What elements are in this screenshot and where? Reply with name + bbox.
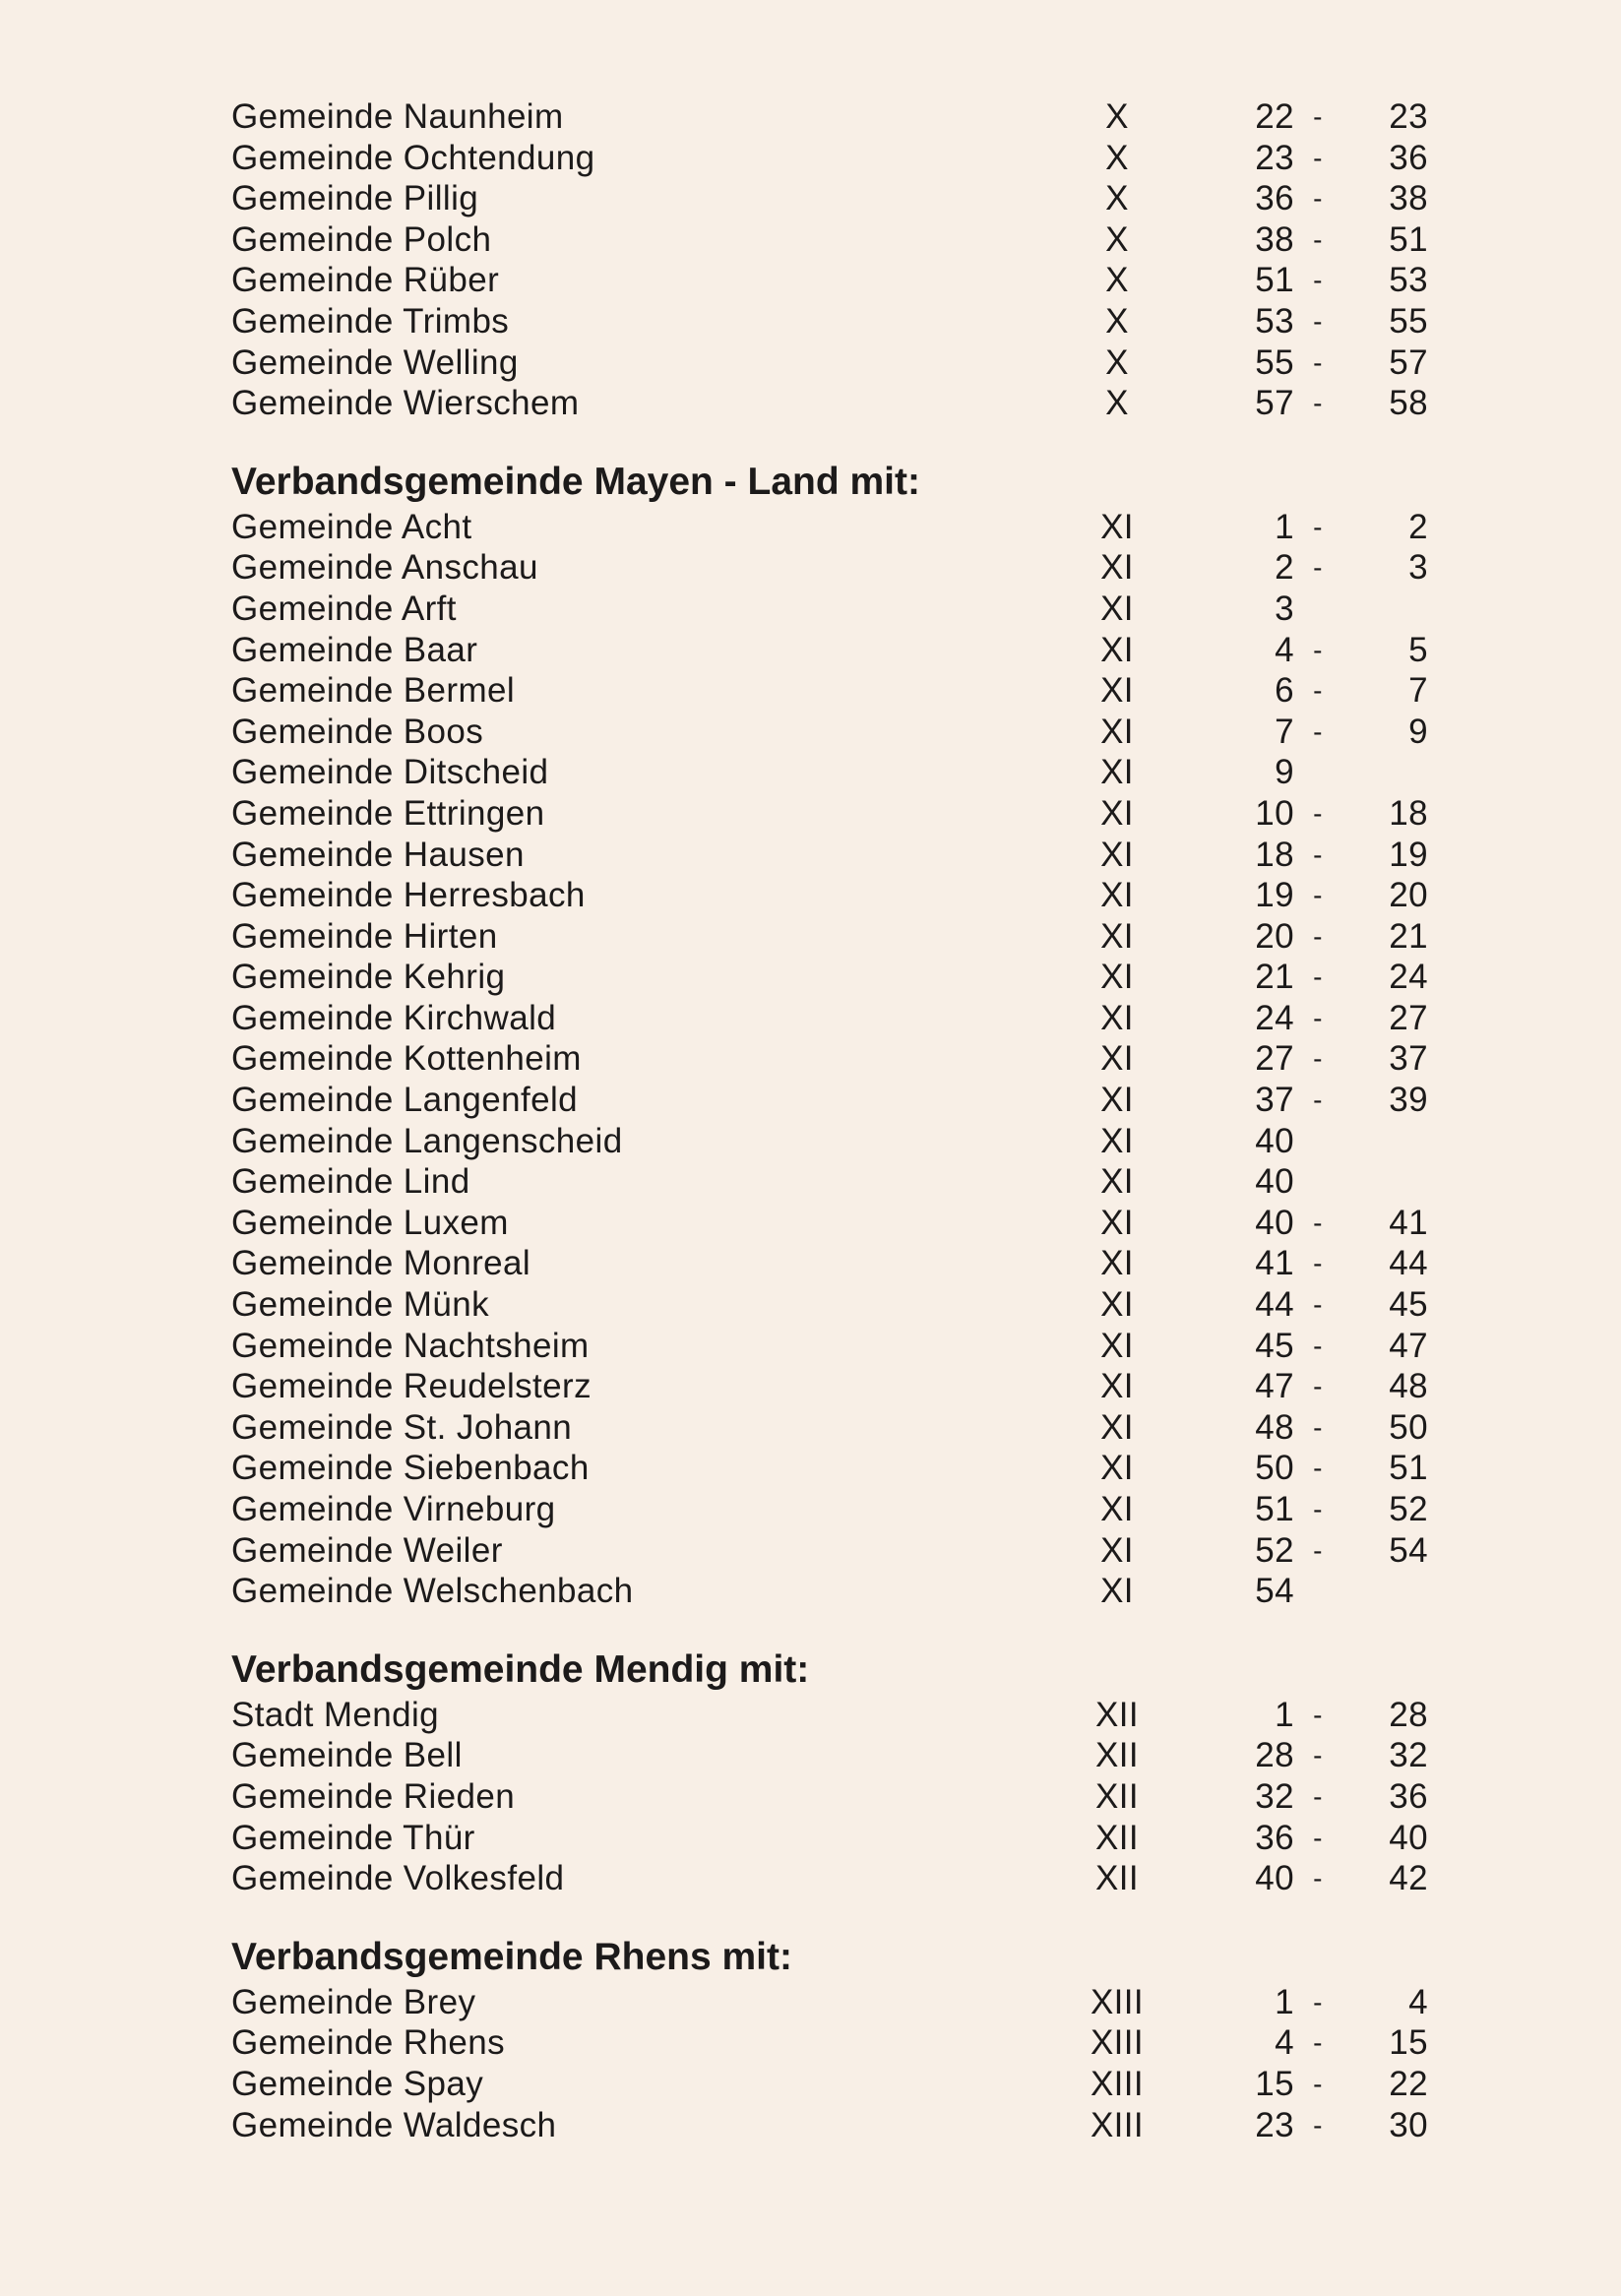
volume-number: XII	[1095, 1776, 1139, 1816]
range-dash: -	[1313, 634, 1323, 665]
page-from: 4	[1275, 2023, 1294, 2063]
list-item	[231, 1571, 1442, 1612]
volume-number: XI	[1100, 1449, 1134, 1488]
range-dash: -	[1313, 1494, 1323, 1524]
volume-number: X	[1105, 301, 1129, 341]
municipality-name: Gemeinde Anschau	[231, 548, 538, 588]
list-item	[231, 1161, 1442, 1203]
volume-number: XI	[1100, 835, 1134, 874]
page-from: 38	[1255, 219, 1294, 259]
volume-number: XI	[1100, 671, 1134, 711]
municipality-name: Gemeinde Weiler	[231, 1530, 503, 1570]
volume-number: X	[1105, 138, 1129, 177]
volume-number: XI	[1100, 712, 1134, 751]
page-to: 18	[1389, 793, 1428, 833]
list-item	[231, 1818, 1442, 1859]
section	[231, 1933, 1442, 2145]
page-to: 40	[1389, 1818, 1428, 1857]
volume-number: XI	[1100, 1367, 1134, 1406]
range-dash: -	[1313, 1863, 1323, 1894]
volume-number: X	[1105, 342, 1129, 382]
range-dash: -	[1313, 388, 1323, 419]
municipality-name: Gemeinde Bermel	[231, 671, 516, 711]
municipality-name: Gemeinde Hausen	[231, 835, 525, 874]
municipality-name: Gemeinde Arft	[231, 589, 457, 628]
volume-number: X	[1105, 179, 1129, 218]
volume-number: XI	[1100, 876, 1134, 915]
range-dash: -	[1313, 1780, 1323, 1812]
municipality-name: Gemeinde Acht	[231, 507, 472, 546]
page-from: 48	[1255, 1407, 1294, 1447]
list-item	[231, 835, 1442, 876]
municipality-name: Gemeinde Kottenheim	[231, 1039, 582, 1079]
list-item	[231, 752, 1442, 793]
volume-number: XI	[1100, 1244, 1134, 1283]
page-to: 41	[1389, 1203, 1428, 1242]
section-title: Verbandsgemeinde Mayen - Land mit:	[231, 460, 920, 503]
municipality-name: Gemeinde Bell	[231, 1736, 463, 1775]
municipality-name: Gemeinde Brey	[231, 1982, 476, 2021]
section	[231, 458, 1442, 1612]
list-item	[231, 301, 1442, 342]
volume-number: XI	[1100, 1530, 1134, 1570]
range-dash: -	[1313, 797, 1323, 829]
municipality-name: Stadt Mendig	[231, 1695, 440, 1734]
page-to: 36	[1389, 138, 1428, 177]
volume-number: XIII	[1090, 2023, 1145, 2063]
page-from: 40	[1255, 1162, 1294, 1202]
range-dash: -	[1313, 1085, 1323, 1116]
volume-number: XI	[1100, 548, 1134, 588]
volume-number: XI	[1100, 998, 1134, 1037]
page-to: 19	[1389, 835, 1428, 874]
page-to: 42	[1389, 1859, 1428, 1898]
page-to: 24	[1389, 958, 1428, 997]
page-to: 30	[1389, 2105, 1428, 2144]
page-from: 52	[1255, 1530, 1294, 1570]
page-from: 1	[1275, 1695, 1294, 1734]
page-from: 2	[1275, 548, 1294, 588]
list-item	[231, 1203, 1442, 1244]
volume-number: XII	[1095, 1818, 1139, 1857]
page-from: 32	[1255, 1776, 1294, 1816]
list-item	[231, 1530, 1442, 1572]
page-from: 21	[1255, 958, 1294, 997]
page-from: 22	[1255, 97, 1294, 136]
section	[231, 96, 1442, 424]
volume-number: XI	[1100, 1203, 1134, 1242]
list-item	[231, 1735, 1442, 1776]
range-dash: -	[1313, 838, 1323, 870]
range-dash: -	[1313, 1699, 1323, 1730]
page-to: 55	[1389, 301, 1428, 341]
page-to: 32	[1389, 1736, 1428, 1775]
range-dash: -	[1313, 715, 1323, 747]
page-to: 37	[1389, 1039, 1428, 1079]
volume-number: XI	[1100, 1572, 1134, 1611]
page-to: 4	[1408, 1982, 1428, 2021]
page-to: 54	[1389, 1530, 1428, 1570]
page-to: 51	[1389, 1449, 1428, 1488]
municipality-name: Gemeinde St. Johann	[231, 1407, 573, 1447]
page-to: 2	[1408, 507, 1428, 546]
range-dash: -	[1313, 1411, 1323, 1443]
volume-number: XI	[1100, 958, 1134, 997]
range-dash: -	[1313, 142, 1323, 173]
page-from: 51	[1255, 261, 1294, 300]
list-item	[231, 712, 1442, 753]
page-from: 23	[1255, 138, 1294, 177]
range-dash: -	[1313, 1740, 1323, 1771]
page-to: 50	[1389, 1407, 1428, 1447]
page-from: 44	[1255, 1285, 1294, 1325]
range-dash: -	[1313, 183, 1323, 215]
page-to: 48	[1389, 1367, 1428, 1406]
page-to: 21	[1389, 916, 1428, 956]
page-from: 27	[1255, 1039, 1294, 1079]
page-to: 51	[1389, 219, 1428, 259]
municipality-name: Gemeinde Waldesch	[231, 2105, 557, 2144]
page-to: 38	[1389, 179, 1428, 218]
municipality-name: Gemeinde Rhens	[231, 2023, 505, 2063]
municipality-name: Gemeinde Langenfeld	[231, 1081, 579, 1120]
page-to: 39	[1389, 1081, 1428, 1120]
page-from: 9	[1275, 753, 1294, 792]
volume-number: X	[1105, 97, 1129, 136]
volume-number: XI	[1100, 507, 1134, 546]
list-item	[231, 1982, 1442, 2023]
page-to: 5	[1408, 630, 1428, 669]
list-item	[231, 916, 1442, 958]
range-dash: -	[1313, 920, 1323, 952]
page-from: 28	[1255, 1736, 1294, 1775]
range-dash: -	[1313, 511, 1323, 542]
page-from: 18	[1255, 835, 1294, 874]
list-item	[231, 1243, 1442, 1284]
list-item	[231, 342, 1442, 384]
range-dash: -	[1313, 1822, 1323, 1853]
page-from: 36	[1255, 179, 1294, 218]
range-dash: -	[1313, 675, 1323, 707]
page-to: 28	[1389, 1695, 1428, 1734]
range-dash: -	[1313, 1289, 1323, 1321]
range-dash: -	[1313, 1248, 1323, 1279]
volume-number: XI	[1100, 916, 1134, 956]
volume-number: XIII	[1090, 1982, 1145, 2021]
page-from: 4	[1275, 630, 1294, 669]
page-to: 15	[1389, 2023, 1428, 2063]
list-item	[231, 219, 1442, 261]
page-from: 50	[1255, 1449, 1294, 1488]
list-item	[231, 383, 1442, 424]
range-dash: -	[1313, 2027, 1323, 2059]
list-item	[231, 1776, 1442, 1818]
page-from: 57	[1255, 384, 1294, 423]
list-item	[231, 1326, 1442, 1367]
range-dash: -	[1313, 1330, 1323, 1361]
municipality-name: Gemeinde Herresbach	[231, 876, 586, 915]
municipality-name: Gemeinde Trimbs	[231, 301, 510, 341]
page-from: 10	[1255, 793, 1294, 833]
range-dash: -	[1313, 2068, 1323, 2099]
range-dash: -	[1313, 223, 1323, 255]
municipality-name: Gemeinde Pillig	[231, 179, 479, 218]
page-from: 37	[1255, 1081, 1294, 1120]
page-from: 1	[1275, 507, 1294, 546]
municipality-name: Gemeinde Kehrig	[231, 958, 506, 997]
list-item	[231, 1407, 1442, 1449]
page-from: 24	[1255, 998, 1294, 1037]
list-item	[231, 547, 1442, 589]
volume-number: XI	[1100, 1162, 1134, 1202]
municipality-name: Gemeinde Rüber	[231, 261, 500, 300]
range-dash: -	[1313, 2109, 1323, 2141]
municipality-name: Gemeinde Baar	[231, 630, 478, 669]
list-item	[231, 1366, 1442, 1407]
volume-number: XIII	[1090, 2105, 1145, 2144]
list-item	[231, 630, 1442, 671]
volume-number: XIII	[1090, 2064, 1145, 2103]
list-item	[231, 2105, 1442, 2146]
municipality-name: Gemeinde Naunheim	[231, 97, 564, 136]
page-from: 36	[1255, 1818, 1294, 1857]
page-from: 53	[1255, 301, 1294, 341]
municipality-name: Gemeinde Kirchwald	[231, 998, 557, 1037]
page-to: 9	[1408, 712, 1428, 751]
volume-number: XII	[1095, 1736, 1139, 1775]
list-item	[231, 957, 1442, 998]
page-from: 40	[1255, 1859, 1294, 1898]
page-from: 55	[1255, 342, 1294, 382]
list-item	[231, 1038, 1442, 1080]
municipality-name: Gemeinde Ettringen	[231, 793, 545, 833]
page-to: 47	[1389, 1326, 1428, 1365]
page-to: 22	[1389, 2064, 1428, 2103]
page-from: 15	[1255, 2064, 1294, 2103]
volume-number: XI	[1100, 1407, 1134, 1447]
page-from: 7	[1275, 712, 1294, 751]
page-to: 23	[1389, 97, 1428, 136]
volume-number: X	[1105, 219, 1129, 259]
municipality-name: Gemeinde Rieden	[231, 1776, 516, 1816]
range-dash: -	[1313, 880, 1323, 911]
list-item	[231, 2022, 1442, 2064]
section-title: Verbandsgemeinde Mendig mit:	[231, 1647, 810, 1691]
volume-number: XI	[1100, 753, 1134, 792]
page-from: 40	[1255, 1121, 1294, 1160]
page-to: 27	[1389, 998, 1428, 1037]
municipality-name: Gemeinde Welling	[231, 342, 519, 382]
range-dash: -	[1313, 962, 1323, 993]
list-item	[231, 1695, 1442, 1736]
page-to: 7	[1408, 671, 1428, 711]
page-from: 41	[1255, 1244, 1294, 1283]
municipality-name: Gemeinde Spay	[231, 2064, 484, 2103]
volume-number: XI	[1100, 589, 1134, 628]
page-from: 19	[1255, 876, 1294, 915]
list-item	[231, 1121, 1442, 1162]
volume-number: XI	[1100, 1326, 1134, 1365]
volume-number: XII	[1095, 1859, 1139, 1898]
section	[231, 1645, 1442, 1899]
page-from: 54	[1255, 1572, 1294, 1611]
volume-number: XII	[1095, 1695, 1139, 1734]
volume-number: XI	[1100, 1285, 1134, 1325]
list-item	[231, 1080, 1442, 1121]
list-item	[231, 260, 1442, 301]
range-dash: -	[1313, 552, 1323, 584]
range-dash: -	[1313, 1453, 1323, 1484]
page-from: 40	[1255, 1203, 1294, 1242]
volume-number: XI	[1100, 1081, 1134, 1120]
municipality-name: Gemeinde Polch	[231, 219, 492, 259]
page-to: 3	[1408, 548, 1428, 588]
page-from: 47	[1255, 1367, 1294, 1406]
list-item	[231, 998, 1442, 1039]
page-to: 44	[1389, 1244, 1428, 1283]
volume-number: XI	[1100, 1490, 1134, 1528]
page-from: 23	[1255, 2105, 1294, 2144]
list-item	[231, 507, 1442, 548]
page-to: 57	[1389, 342, 1428, 382]
list-item	[231, 1448, 1442, 1489]
list-item	[231, 178, 1442, 219]
volume-number: X	[1105, 261, 1129, 300]
municipality-name: Gemeinde Virneburg	[231, 1490, 556, 1528]
page-from: 20	[1255, 916, 1294, 956]
range-dash: -	[1313, 265, 1323, 296]
volume-number: X	[1105, 384, 1129, 423]
page-from: 45	[1255, 1326, 1294, 1365]
list-item	[231, 1489, 1442, 1530]
range-dash: -	[1313, 305, 1323, 337]
page-from: 3	[1275, 589, 1294, 628]
list-item	[231, 875, 1442, 916]
page-to: 53	[1389, 261, 1428, 300]
page-to: 20	[1389, 876, 1428, 915]
page-to: 52	[1389, 1490, 1428, 1528]
volume-number: XI	[1100, 793, 1134, 833]
municipality-name: Gemeinde Münk	[231, 1285, 489, 1325]
list-item	[231, 96, 1442, 138]
list-item	[231, 138, 1442, 179]
range-dash: -	[1313, 1043, 1323, 1075]
page-to: 58	[1389, 384, 1428, 423]
gemeinde-index-list	[231, 96, 1442, 2179]
list-item	[231, 589, 1442, 630]
municipality-name: Gemeinde Welschenbach	[231, 1572, 634, 1611]
range-dash: -	[1313, 1371, 1323, 1402]
list-item	[231, 1858, 1442, 1899]
municipality-name: Gemeinde Langenscheid	[231, 1121, 623, 1160]
municipality-name: Gemeinde Wierschem	[231, 384, 580, 423]
municipality-name: Gemeinde Thür	[231, 1818, 475, 1857]
municipality-name: Gemeinde Nachtsheim	[231, 1326, 590, 1365]
section-title: Verbandsgemeinde Rhens mit:	[231, 1935, 792, 1978]
page-from: 1	[1275, 1982, 1294, 2021]
municipality-name: Gemeinde Volkesfeld	[231, 1859, 565, 1898]
municipality-name: Gemeinde Ochtendung	[231, 138, 595, 177]
volume-number: XI	[1100, 1039, 1134, 1079]
page-from: 51	[1255, 1490, 1294, 1528]
range-dash: -	[1313, 101, 1323, 132]
range-dash: -	[1313, 1002, 1323, 1033]
municipality-name: Gemeinde Hirten	[231, 916, 498, 956]
list-item	[231, 2064, 1442, 2105]
municipality-name: Gemeinde Ditscheid	[231, 753, 549, 792]
range-dash: -	[1313, 1207, 1323, 1238]
range-dash: -	[1313, 1986, 1323, 2017]
list-item	[231, 793, 1442, 835]
page-to: 45	[1389, 1285, 1428, 1325]
list-item	[231, 670, 1442, 712]
range-dash: -	[1313, 1534, 1323, 1566]
municipality-name: Gemeinde Reudelsterz	[231, 1367, 592, 1406]
municipality-name: Gemeinde Lind	[231, 1162, 470, 1202]
volume-number: XI	[1100, 630, 1134, 669]
range-dash: -	[1313, 346, 1323, 378]
municipality-name: Gemeinde Luxem	[231, 1203, 509, 1242]
municipality-name: Gemeinde Monreal	[231, 1244, 531, 1283]
page-to: 36	[1389, 1776, 1428, 1816]
list-item	[231, 1284, 1442, 1326]
page-from: 6	[1275, 671, 1294, 711]
municipality-name: Gemeinde Boos	[231, 712, 484, 751]
municipality-name: Gemeinde Siebenbach	[231, 1449, 590, 1488]
volume-number: XI	[1100, 1121, 1134, 1160]
